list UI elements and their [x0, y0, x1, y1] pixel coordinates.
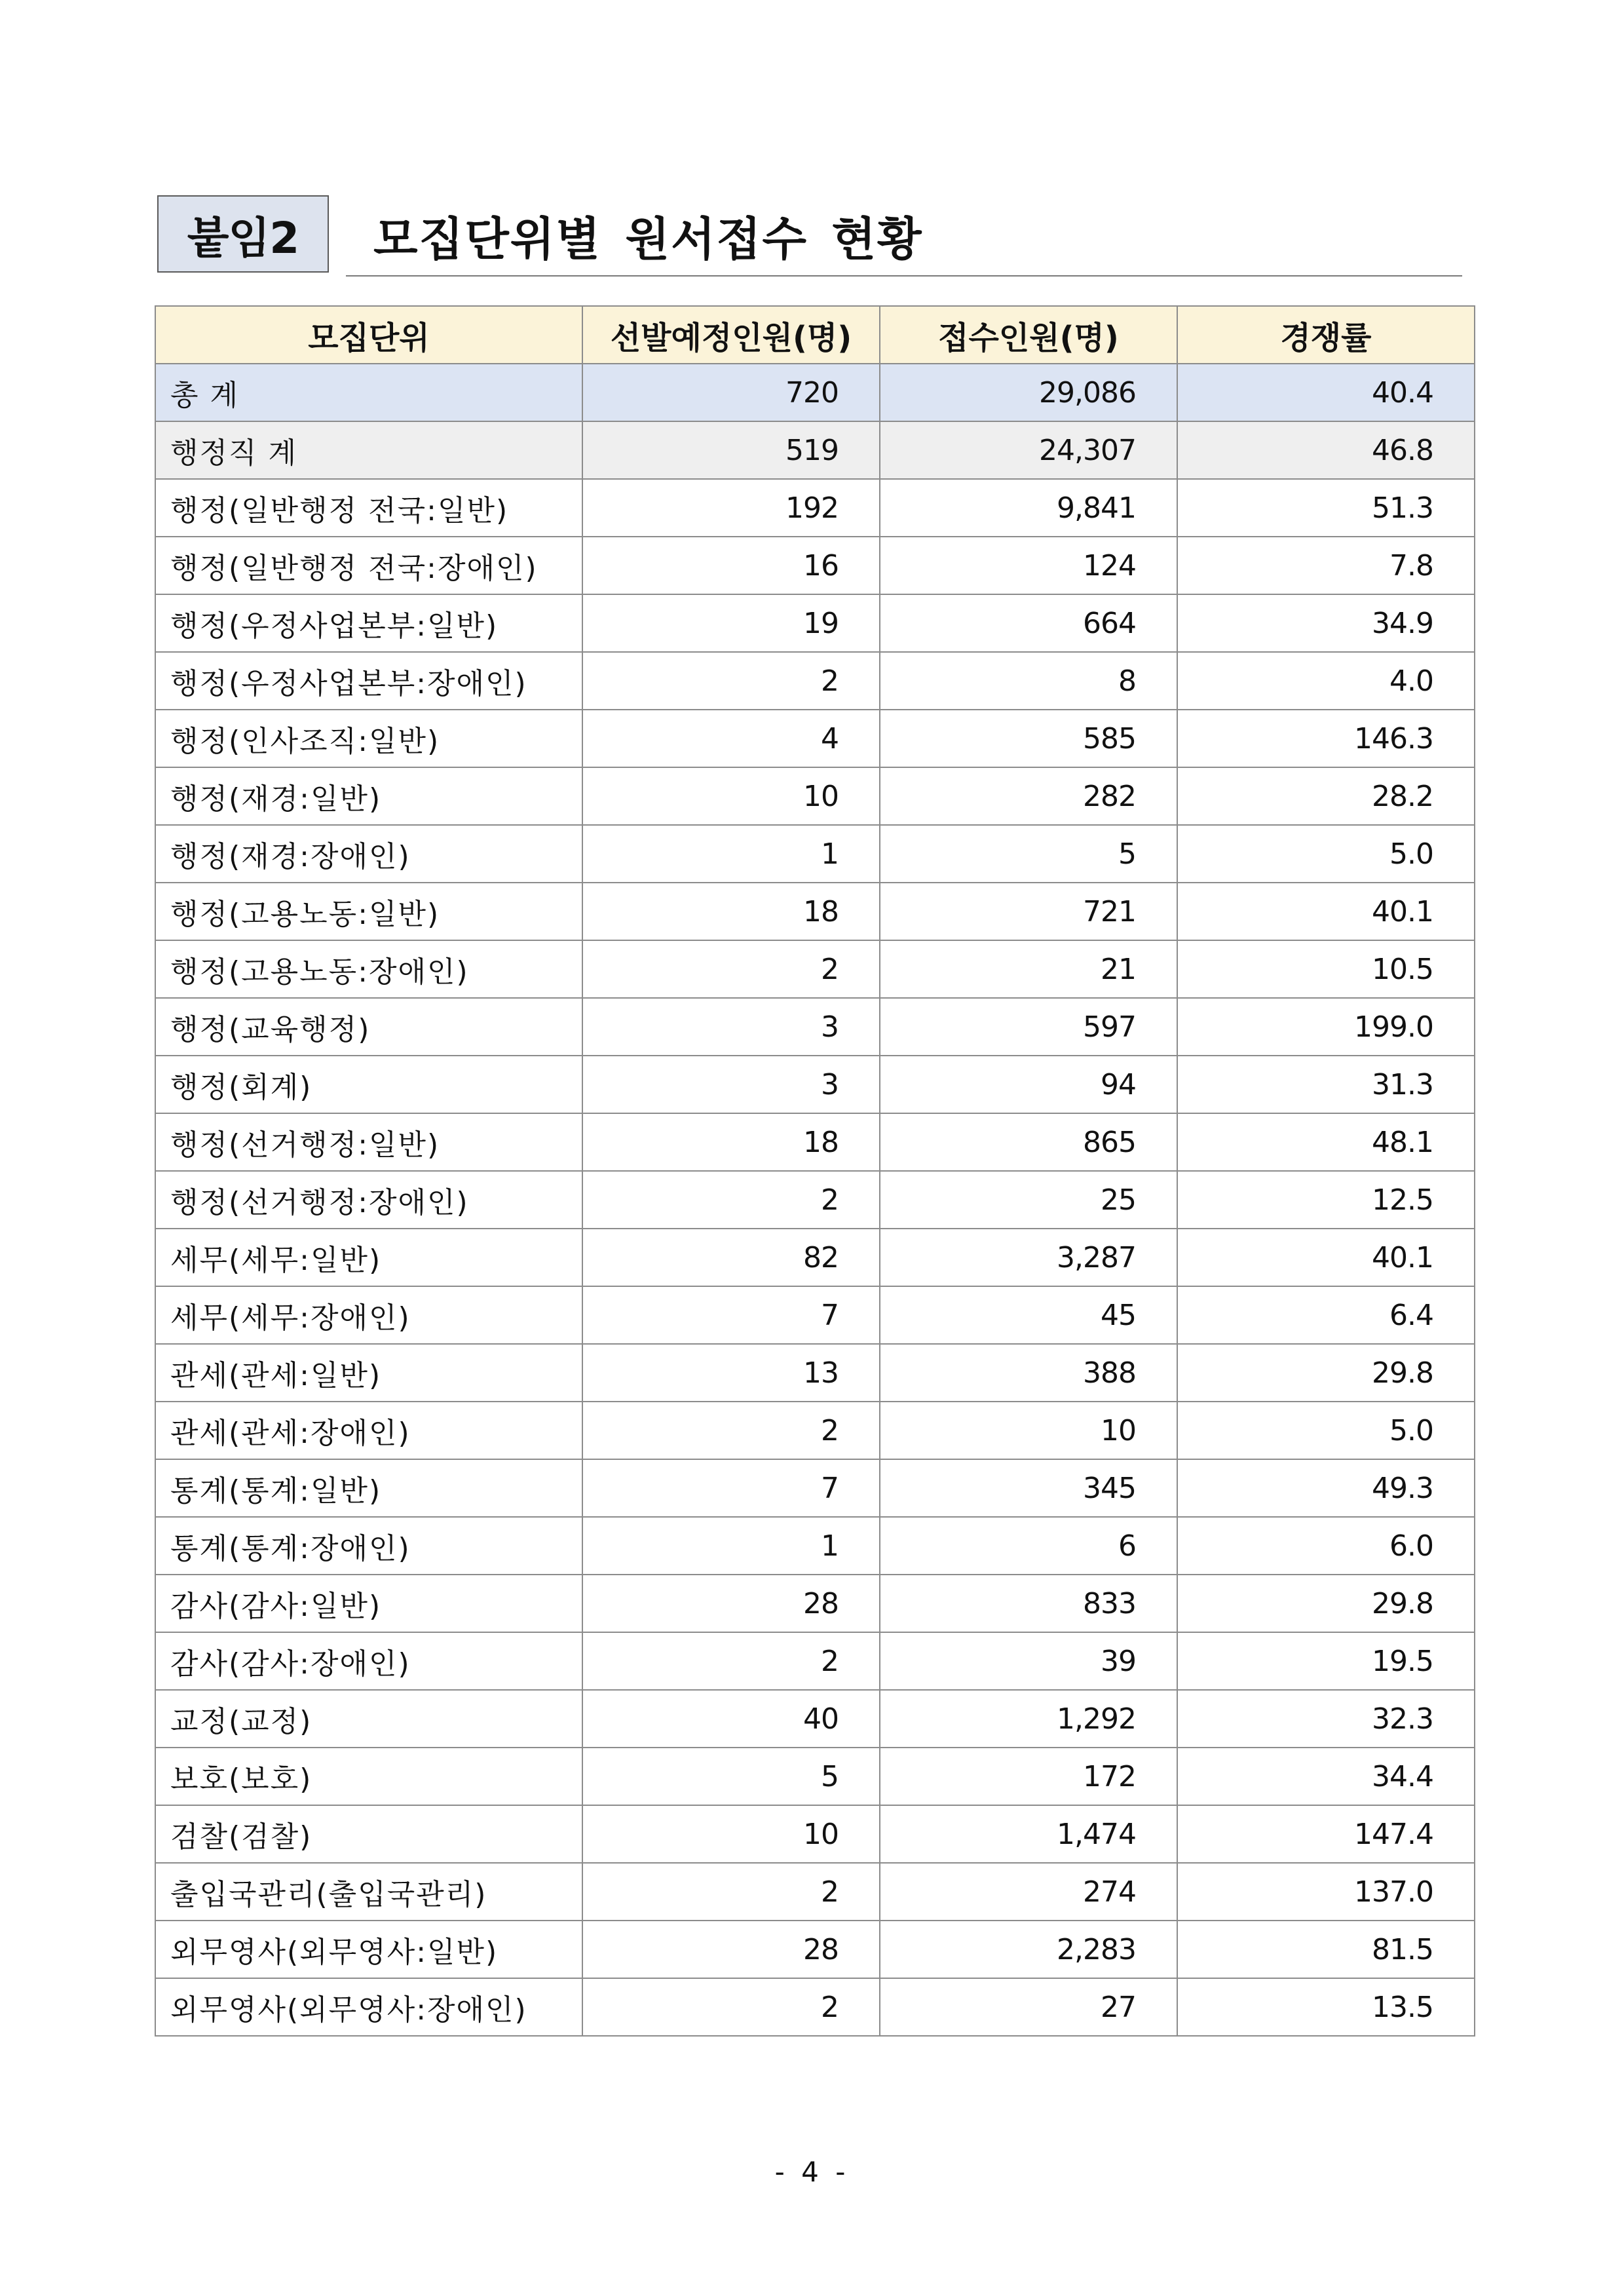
- table-row: [155, 1805, 1475, 1863]
- subtotal-row: [155, 421, 1475, 479]
- table-row: [155, 1402, 1475, 1459]
- table-body: [155, 364, 1475, 2036]
- title-area: [157, 195, 1462, 277]
- planned-count-cell: 7: [582, 1286, 880, 1344]
- competition-ratio-cell: 46.8: [1177, 421, 1475, 479]
- competition-ratio-cell: 5.0: [1177, 825, 1475, 883]
- competition-ratio-cell: 40.1: [1177, 1229, 1475, 1286]
- applicant-count-cell: 25: [880, 1171, 1177, 1229]
- table-header-row: [155, 306, 1475, 364]
- applicant-count-cell: 5: [880, 825, 1177, 883]
- recruit-unit-cell: 행정(우정사업본부:장애인): [155, 652, 582, 710]
- applicant-count-cell: 274: [880, 1863, 1177, 1921]
- recruit-unit-cell: 행정(재경:장애인): [155, 825, 582, 883]
- table-row: [155, 1978, 1475, 2036]
- planned-count-cell: 82: [582, 1229, 880, 1286]
- title-underline: [346, 275, 1462, 277]
- planned-count-cell: 13: [582, 1344, 880, 1402]
- recruit-unit-cell: 외무영사(외무영사:장애인): [155, 1978, 582, 2036]
- applicant-count-cell: 39: [880, 1632, 1177, 1690]
- competition-ratio-cell: 10.5: [1177, 940, 1475, 998]
- applicant-count-cell: 9,841: [880, 479, 1177, 537]
- applicant-count-cell: 124: [880, 537, 1177, 594]
- applicant-count-cell: 1,292: [880, 1690, 1177, 1748]
- planned-count-cell: 18: [582, 1113, 880, 1171]
- competition-ratio-cell: 81.5: [1177, 1921, 1475, 1978]
- competition-ratio-cell: 40.4: [1177, 364, 1475, 421]
- table-row: [155, 1171, 1475, 1229]
- competition-ratio-cell: 5.0: [1177, 1402, 1475, 1459]
- planned-count-cell: 7: [582, 1459, 880, 1517]
- recruit-unit-cell: 행정(재경:일반): [155, 767, 582, 825]
- column-header-applicants: 접수인원(명): [880, 306, 1177, 364]
- recruit-unit-cell: 행정(인사조직:일반): [155, 710, 582, 767]
- table-row: [155, 710, 1475, 767]
- recruit-unit-cell: 행정(일반행정 전국:일반): [155, 479, 582, 537]
- recruit-unit-cell: 행정(회계): [155, 1056, 582, 1113]
- table-row: [155, 767, 1475, 825]
- applicant-count-cell: 29,086: [880, 364, 1177, 421]
- planned-count-cell: 16: [582, 537, 880, 594]
- table-row: [155, 594, 1475, 652]
- competition-ratio-cell: 12.5: [1177, 1171, 1475, 1229]
- applicant-count-cell: 24,307: [880, 421, 1177, 479]
- planned-count-cell: 1: [582, 825, 880, 883]
- applicant-count-cell: 345: [880, 1459, 1177, 1517]
- competition-ratio-cell: 19.5: [1177, 1632, 1475, 1690]
- competition-ratio-cell: 137.0: [1177, 1863, 1475, 1921]
- competition-ratio-cell: 7.8: [1177, 537, 1475, 594]
- planned-count-cell: 3: [582, 1056, 880, 1113]
- applicant-count-cell: 27: [880, 1978, 1177, 2036]
- recruit-unit-cell: 검찰(검찰): [155, 1805, 582, 1863]
- competition-ratio-cell: 29.8: [1177, 1575, 1475, 1632]
- applicant-count-cell: 45: [880, 1286, 1177, 1344]
- recruit-unit-cell: 감사(감사:장애인): [155, 1632, 582, 1690]
- planned-count-cell: 720: [582, 364, 880, 421]
- document-title: 모집단위별 원서접수 현황: [373, 212, 923, 266]
- applicant-count-cell: 8: [880, 652, 1177, 710]
- planned-count-cell: 2: [582, 1632, 880, 1690]
- planned-count-cell: 10: [582, 767, 880, 825]
- applicant-count-cell: 388: [880, 1344, 1177, 1402]
- planned-count-cell: 10: [582, 1805, 880, 1863]
- competition-ratio-cell: 13.5: [1177, 1978, 1475, 2036]
- recruit-unit-cell: 행정(선거행정:일반): [155, 1113, 582, 1171]
- competition-ratio-cell: 6.0: [1177, 1517, 1475, 1575]
- recruit-unit-cell: 행정(교육행정): [155, 998, 582, 1056]
- recruit-unit-cell: 행정(우정사업본부:일반): [155, 594, 582, 652]
- applicant-count-cell: 865: [880, 1113, 1177, 1171]
- competition-ratio-cell: 34.9: [1177, 594, 1475, 652]
- recruit-unit-cell: 행정(고용노동:일반): [155, 883, 582, 940]
- applicant-count-cell: 10: [880, 1402, 1177, 1459]
- page-number: - 4 -: [774, 2156, 850, 2188]
- competition-ratio-cell: 28.2: [1177, 767, 1475, 825]
- attachment-tag: 붙임2: [157, 195, 329, 273]
- applicant-count-cell: 597: [880, 998, 1177, 1056]
- table-row: [155, 1459, 1475, 1517]
- applicant-count-cell: 833: [880, 1575, 1177, 1632]
- applicant-count-cell: 1,474: [880, 1805, 1177, 1863]
- planned-count-cell: 28: [582, 1575, 880, 1632]
- competition-ratio-cell: 51.3: [1177, 479, 1475, 537]
- table-row: [155, 652, 1475, 710]
- table-row: [155, 1863, 1475, 1921]
- table-row: [155, 940, 1475, 998]
- competition-ratio-cell: 147.4: [1177, 1805, 1475, 1863]
- recruit-unit-cell: 보호(보호): [155, 1748, 582, 1805]
- recruit-unit-cell: 행정(고용노동:장애인): [155, 940, 582, 998]
- table-row: [155, 1632, 1475, 1690]
- table-row: [155, 1056, 1475, 1113]
- planned-count-cell: 18: [582, 883, 880, 940]
- planned-count-cell: 4: [582, 710, 880, 767]
- planned-count-cell: 3: [582, 998, 880, 1056]
- recruit-unit-cell: 행정(일반행정 전국:장애인): [155, 537, 582, 594]
- column-header-planned: 선발예정인원(명): [582, 306, 880, 364]
- competition-ratio-cell: 49.3: [1177, 1459, 1475, 1517]
- table-row: [155, 1921, 1475, 1978]
- recruit-unit-cell: 관세(관세:장애인): [155, 1402, 582, 1459]
- table-row: [155, 825, 1475, 883]
- planned-count-cell: 2: [582, 1402, 880, 1459]
- applicant-count-cell: 282: [880, 767, 1177, 825]
- competition-ratio-cell: 4.0: [1177, 652, 1475, 710]
- recruit-unit-cell: 교정(교정): [155, 1690, 582, 1748]
- recruit-unit-cell: 세무(세무:일반): [155, 1229, 582, 1286]
- recruit-unit-cell: 통계(통계:일반): [155, 1459, 582, 1517]
- table-row: [155, 1229, 1475, 1286]
- competition-ratio-cell: 31.3: [1177, 1056, 1475, 1113]
- planned-count-cell: 1: [582, 1517, 880, 1575]
- application-status-table: [155, 305, 1475, 2037]
- table-row: [155, 1517, 1475, 1575]
- column-header-ratio: 경쟁률: [1177, 306, 1475, 364]
- table-row: [155, 1286, 1475, 1344]
- applicant-count-cell: 664: [880, 594, 1177, 652]
- column-header-unit: 모집단위: [155, 306, 582, 364]
- recruit-unit-cell: 외무영사(외무영사:일반): [155, 1921, 582, 1978]
- competition-ratio-cell: 6.4: [1177, 1286, 1475, 1344]
- competition-ratio-cell: 48.1: [1177, 1113, 1475, 1171]
- applicant-count-cell: 721: [880, 883, 1177, 940]
- planned-count-cell: 2: [582, 652, 880, 710]
- recruit-unit-cell: 세무(세무:장애인): [155, 1286, 582, 1344]
- planned-count-cell: 2: [582, 1863, 880, 1921]
- table-row: [155, 998, 1475, 1056]
- planned-count-cell: 2: [582, 940, 880, 998]
- applicant-count-cell: 21: [880, 940, 1177, 998]
- planned-count-cell: 5: [582, 1748, 880, 1805]
- planned-count-cell: 2: [582, 1978, 880, 2036]
- competition-ratio-cell: 29.8: [1177, 1344, 1475, 1402]
- planned-count-cell: 19: [582, 594, 880, 652]
- applicant-count-cell: 94: [880, 1056, 1177, 1113]
- table-row: [155, 537, 1475, 594]
- recruit-unit-cell: 감사(감사:일반): [155, 1575, 582, 1632]
- table-row: [155, 883, 1475, 940]
- total-row: [155, 364, 1475, 421]
- table-row: [155, 1113, 1475, 1171]
- recruit-unit-cell: 통계(통계:장애인): [155, 1517, 582, 1575]
- competition-ratio-cell: 199.0: [1177, 998, 1475, 1056]
- competition-ratio-cell: 32.3: [1177, 1690, 1475, 1748]
- planned-count-cell: 28: [582, 1921, 880, 1978]
- recruit-unit-cell: 출입국관리(출입국관리): [155, 1863, 582, 1921]
- applicant-count-cell: 6: [880, 1517, 1177, 1575]
- planned-count-cell: 2: [582, 1171, 880, 1229]
- recruit-unit-cell: 행정직 계: [155, 421, 582, 479]
- table-row: [155, 1344, 1475, 1402]
- applicant-count-cell: 3,287: [880, 1229, 1177, 1286]
- applicant-count-cell: 2,283: [880, 1921, 1177, 1978]
- competition-ratio-cell: 146.3: [1177, 710, 1475, 767]
- competition-ratio-cell: 34.4: [1177, 1748, 1475, 1805]
- planned-count-cell: 519: [582, 421, 880, 479]
- table-row: [155, 1690, 1475, 1748]
- table-row: [155, 479, 1475, 537]
- planned-count-cell: 192: [582, 479, 880, 537]
- recruit-unit-cell: 총 계: [155, 364, 582, 421]
- recruit-unit-cell: 관세(관세:일반): [155, 1344, 582, 1402]
- applicant-count-cell: 585: [880, 710, 1177, 767]
- recruit-unit-cell: 행정(선거행정:장애인): [155, 1171, 582, 1229]
- competition-ratio-cell: 40.1: [1177, 883, 1475, 940]
- table-row: [155, 1748, 1475, 1805]
- table-row: [155, 1575, 1475, 1632]
- planned-count-cell: 40: [582, 1690, 880, 1748]
- applicant-count-cell: 172: [880, 1748, 1177, 1805]
